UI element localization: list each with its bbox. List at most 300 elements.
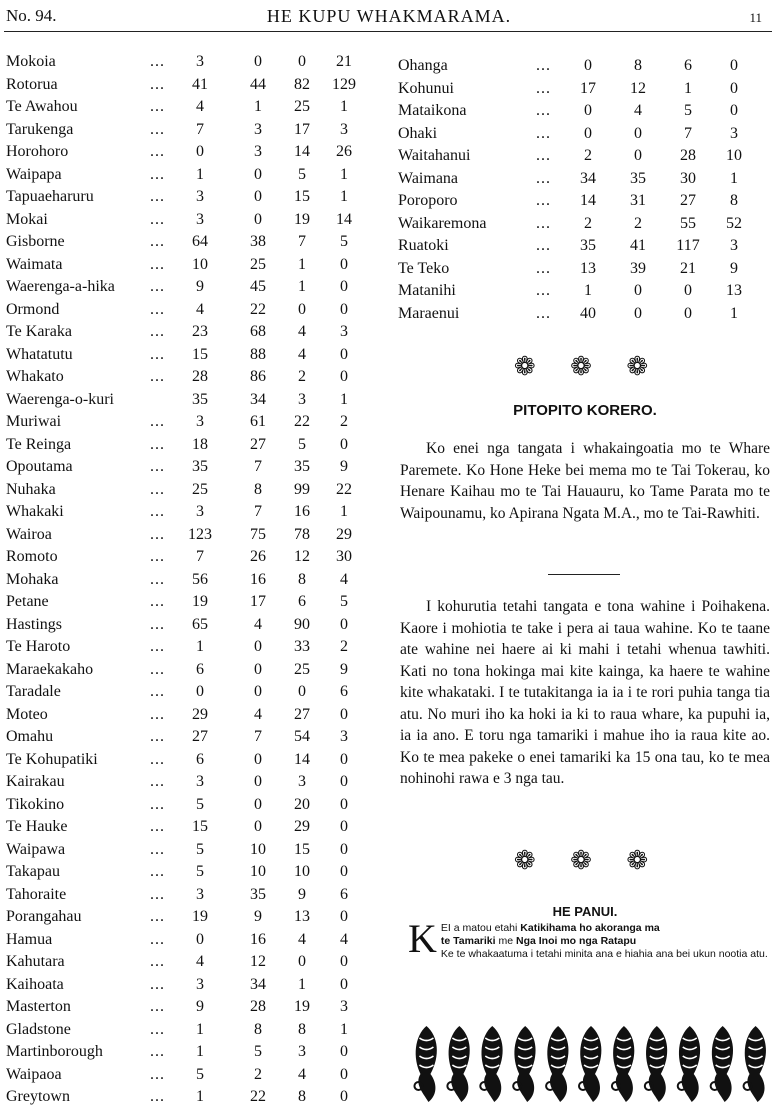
page-header (0, 0, 778, 34)
table-row (0, 636, 380, 658)
value-col-4: 2 (340, 638, 348, 655)
place-name: Muriwai (6, 413, 62, 430)
value-col-4: 52 (726, 214, 742, 232)
value-col-1: 1 (196, 165, 204, 183)
value-col-2: 41 (630, 237, 646, 254)
value-col-4: 0 (340, 705, 348, 723)
value-col-2: 68 (250, 323, 266, 340)
panui-text-3: Ke te whakaatuma i tetahi minita ana e hiahia ana bei ukun nootia atu. (440, 948, 768, 960)
value-col-4: 4 (340, 930, 348, 948)
frieze-motif (513, 1026, 535, 1102)
place-name: Kairakau (6, 773, 65, 790)
place-name: Porangahau (6, 908, 82, 925)
value-col-2: 16 (250, 930, 266, 948)
table-row (0, 501, 380, 523)
leader-dots: ... (150, 705, 165, 723)
table-row (0, 231, 380, 253)
table-row (396, 168, 776, 190)
leader-dots: ... (150, 345, 165, 363)
value-col-1: 0 (196, 930, 204, 948)
value-col-4: 14 (336, 210, 352, 228)
value-col-3: 25 (294, 660, 310, 678)
value-col-2: 8 (254, 1020, 262, 1038)
place-name: Whakato (6, 368, 64, 385)
value-col-4: 9 (730, 259, 738, 277)
leader-dots: ... (150, 255, 165, 273)
leader-dots: ... (536, 259, 551, 277)
value-col-4: 1 (730, 304, 738, 322)
value-col-1: 1 (196, 1043, 204, 1060)
value-col-4: 1 (340, 390, 348, 408)
value-col-3: 10 (294, 863, 310, 880)
place-name: Tahoraite (6, 885, 67, 903)
value-col-1: 5 (196, 863, 204, 880)
value-col-3: 14 (294, 750, 310, 768)
section-rule (548, 574, 620, 575)
value-col-2: 1 (254, 98, 262, 115)
value-col-4: 129 (332, 75, 356, 93)
value-col-4: 0 (340, 818, 348, 835)
value-col-1: 1 (196, 1088, 204, 1105)
value-col-2: 0 (634, 124, 642, 142)
value-col-1: 56 (192, 570, 208, 588)
leader-dots: ... (150, 660, 165, 678)
value-col-2: 3 (254, 120, 262, 138)
value-col-2: 35 (250, 885, 266, 903)
value-col-3: 30 (680, 169, 696, 187)
panui-notice (408, 916, 774, 961)
value-col-4: 9 (340, 660, 348, 678)
table-row (0, 591, 380, 613)
value-col-3: 3 (298, 1043, 306, 1060)
value-col-4: 3 (730, 237, 738, 254)
value-col-4: 0 (340, 1088, 348, 1105)
value-col-1: 35 (192, 390, 208, 408)
pitopito-paragraph-1: Ko enei nga tangata i whakaingoatia mo te Whare Paremete. Ko Hone Heke bei mema mo te Tai Tokerau, ko Henare Kaihau mo te Tai Hauauru, ko Tame Parata mo te Waipounamu, ko Apirana Ngata M.A., mo te Tai-Rawhiti. (400, 440, 770, 522)
value-col-4: 26 (336, 143, 352, 160)
place-name: Omahu (6, 728, 54, 745)
value-col-2: 22 (250, 300, 266, 318)
table-row (0, 389, 380, 411)
value-col-4: 3 (340, 120, 348, 138)
value-col-1: 0 (584, 102, 592, 119)
value-col-2: 0 (254, 683, 262, 700)
leader-dots: ... (150, 458, 165, 475)
table-row (396, 235, 776, 257)
value-col-2: 10 (250, 840, 266, 858)
value-col-1: 3 (196, 53, 204, 70)
table-row (0, 524, 380, 546)
value-col-2: 0 (254, 210, 262, 228)
leader-dots: ... (150, 278, 165, 295)
value-col-1: 19 (192, 908, 208, 925)
leader-dots: ... (150, 863, 165, 880)
frieze-motif (579, 1026, 601, 1102)
value-col-1: 28 (192, 368, 208, 385)
value-col-1: 41 (192, 75, 208, 93)
leader-dots: ... (536, 169, 551, 187)
value-col-4: 1 (730, 169, 738, 187)
value-col-3: 55 (680, 214, 696, 232)
table-row (396, 55, 776, 77)
place-name: Waerenga-a-hika (6, 278, 115, 295)
leader-dots: ... (150, 53, 165, 70)
table-row (0, 119, 380, 141)
place-name: Maraenui (398, 304, 460, 322)
place-name: Petane (6, 593, 49, 610)
table-row (0, 299, 380, 321)
table-row (0, 434, 380, 456)
value-col-4: 8 (730, 192, 738, 209)
table-row (0, 164, 380, 186)
value-col-2: 0 (634, 282, 642, 299)
place-name: Maraekakaho (6, 660, 94, 678)
value-col-1: 0 (196, 683, 204, 700)
value-col-2: 39 (630, 259, 646, 277)
place-name: Mokoia (6, 53, 56, 70)
place-name: Te Awahou (6, 98, 78, 115)
table-row (0, 546, 380, 568)
place-name: Te Reinga (6, 435, 72, 453)
value-col-3: 4 (298, 345, 306, 363)
value-col-2: 7 (254, 503, 262, 520)
header-rule (4, 31, 772, 32)
value-col-2: 2 (254, 1065, 262, 1083)
value-col-1: 64 (192, 233, 208, 250)
value-col-2: 34 (250, 975, 266, 993)
table-row (0, 659, 380, 681)
value-col-2: 0 (254, 165, 262, 183)
value-col-1: 35 (580, 237, 596, 254)
frieze-motif (414, 1026, 436, 1102)
value-col-1: 3 (196, 773, 204, 790)
frieze-motif (546, 1026, 568, 1102)
value-col-2: 16 (250, 570, 266, 588)
table-row (0, 951, 380, 973)
value-col-3: 17 (294, 120, 310, 138)
leader-dots: ... (150, 413, 165, 430)
table-row (0, 861, 380, 883)
leader-dots: ... (150, 975, 165, 993)
value-col-3: 117 (676, 237, 700, 254)
value-col-1: 35 (192, 458, 208, 475)
value-col-1: 3 (196, 885, 204, 903)
value-col-3: 21 (680, 259, 696, 277)
value-col-4: 1 (340, 98, 348, 115)
value-col-1: 3 (196, 975, 204, 993)
leader-dots: ... (150, 795, 165, 813)
frieze-motif (645, 1026, 667, 1102)
value-col-3: 29 (294, 818, 310, 835)
value-col-1: 23 (192, 323, 208, 340)
value-col-1: 0 (584, 57, 592, 74)
value-col-3: 27 (680, 192, 696, 209)
value-col-4: 0 (340, 953, 348, 970)
place-name: Mohaka (6, 570, 59, 588)
value-col-3: 5 (684, 102, 692, 119)
value-col-2: 17 (250, 593, 266, 610)
panui-bold-3: Nga Inoi mo nga Ratapu (515, 935, 637, 947)
place-name: Gladstone (6, 1020, 71, 1038)
table-row (0, 186, 380, 208)
value-col-1: 3 (196, 188, 204, 205)
frieze-motif (447, 1026, 469, 1102)
value-col-4: 0 (340, 840, 348, 858)
value-col-1: 3 (196, 413, 204, 430)
table-row (0, 366, 380, 388)
table-row (396, 190, 776, 212)
value-col-3: 0 (298, 53, 306, 70)
value-col-1: 7 (196, 120, 204, 138)
value-col-4: 2 (340, 413, 348, 430)
value-col-1: 18 (192, 435, 208, 453)
value-col-1: 27 (192, 728, 208, 745)
table-row (0, 681, 380, 703)
leader-dots: ... (150, 930, 165, 948)
leader-dots: ... (150, 368, 165, 385)
issue-number: No. 94. (6, 6, 57, 25)
value-col-3: 3 (298, 773, 306, 790)
value-col-4: 21 (336, 53, 352, 70)
value-col-1: 65 (192, 615, 208, 633)
value-col-2: 0 (634, 304, 642, 322)
value-col-2: 4 (254, 705, 262, 723)
table-row (0, 1064, 380, 1086)
value-col-3: 33 (294, 638, 310, 655)
table-row (0, 321, 380, 343)
table-row (0, 906, 380, 928)
table-row (396, 213, 776, 235)
place-name: Romoto (6, 548, 58, 565)
panui-title: HE PANUI. (552, 904, 618, 919)
value-col-4: 0 (340, 345, 348, 363)
leader-dots: ... (150, 593, 165, 610)
place-name: Hamua (6, 930, 53, 948)
value-col-2: 0 (254, 660, 262, 678)
value-col-1: 9 (196, 278, 204, 295)
place-name: Kohunui (398, 79, 454, 97)
panui-bold-1: Katikihama ho akoranga ma (520, 922, 660, 934)
value-col-3: 7 (684, 124, 692, 142)
place-name: Wairoa (6, 525, 52, 543)
value-col-4: 30 (336, 548, 352, 565)
table-row (0, 141, 380, 163)
place-name: Whakaki (6, 503, 64, 520)
value-col-2: 45 (250, 278, 266, 295)
place-name: Kaihoata (6, 975, 64, 993)
value-col-1: 123 (188, 525, 212, 543)
place-name: Tarukenga (6, 120, 74, 138)
value-col-1: 1 (584, 282, 592, 299)
table-row (0, 569, 380, 591)
value-col-4: 4 (340, 570, 348, 588)
place-name: Ohanga (398, 57, 448, 74)
value-col-3: 13 (294, 908, 310, 925)
place-name: Te Hauke (6, 818, 68, 835)
value-col-4: 0 (340, 300, 348, 318)
table-row (0, 771, 380, 793)
value-col-3: 54 (294, 728, 310, 745)
place-name: Opoutama (6, 458, 73, 475)
value-col-2: 12 (250, 953, 266, 970)
value-col-3: 0 (684, 304, 692, 322)
leader-dots: ... (150, 98, 165, 115)
value-col-2: 12 (630, 79, 646, 97)
value-col-4: 0 (340, 795, 348, 813)
place-name: Takapau (6, 863, 60, 880)
place-name: Tapuaeharuru (6, 188, 94, 205)
value-col-2: 44 (250, 75, 266, 93)
value-col-3: 1 (684, 79, 692, 97)
leader-dots: ... (150, 1043, 165, 1060)
value-col-4: 0 (730, 79, 738, 97)
value-col-1: 4 (196, 953, 204, 970)
value-col-4: 3 (340, 728, 348, 745)
value-col-4: 6 (340, 885, 348, 903)
table-row (0, 884, 380, 906)
value-col-4: 0 (730, 57, 738, 74)
table-row (0, 816, 380, 838)
value-col-2: 61 (250, 413, 266, 430)
value-col-3: 28 (680, 147, 696, 164)
table-row (0, 51, 380, 73)
table-row (0, 276, 380, 298)
value-col-2: 0 (254, 188, 262, 205)
value-col-4: 13 (726, 282, 742, 299)
value-col-4: 0 (340, 435, 348, 453)
place-name: Tikokino (6, 795, 65, 813)
panui-text-2: me (495, 935, 516, 947)
table-row (0, 74, 380, 96)
place-name: Gisborne (6, 233, 65, 250)
place-name: Te Karaka (6, 323, 72, 340)
value-col-3: 8 (298, 1020, 306, 1038)
place-name: Waimana (398, 169, 459, 187)
leader-dots: ... (150, 323, 165, 340)
value-col-2: 2 (634, 214, 642, 232)
decorative-frieze-icon (410, 1022, 772, 1106)
value-col-2: 0 (634, 147, 642, 164)
value-col-1: 10 (192, 255, 208, 273)
leader-dots: ... (150, 210, 165, 228)
value-col-3: 20 (294, 795, 310, 813)
value-col-2: 0 (254, 773, 262, 790)
value-col-3: 99 (294, 480, 310, 498)
place-name: Masterton (6, 998, 71, 1015)
value-col-3: 35 (294, 458, 310, 475)
place-name: Mokai (6, 210, 48, 228)
place-name: Hastings (6, 615, 62, 633)
table-row (0, 411, 380, 433)
value-col-1: 29 (192, 705, 208, 723)
place-name: Rotorua (6, 75, 58, 93)
leader-dots: ... (536, 192, 551, 209)
place-name: Te Haroto (6, 638, 71, 655)
table-row (0, 704, 380, 726)
value-col-4: 0 (340, 975, 348, 993)
value-col-2: 4 (634, 102, 642, 119)
table-row (0, 726, 380, 748)
value-col-1: 2 (584, 147, 592, 164)
value-col-2: 38 (250, 233, 266, 250)
value-col-2: 26 (250, 548, 266, 565)
value-col-2: 4 (254, 615, 262, 633)
value-col-1: 3 (196, 210, 204, 228)
value-col-3: 15 (294, 840, 310, 858)
place-name: Poroporo (398, 192, 458, 209)
place-name: Waipapa (6, 165, 62, 183)
place-name: Kahutara (6, 953, 65, 970)
leader-dots: ... (150, 188, 165, 205)
place-name: Waikaremona (398, 214, 487, 232)
table-row (0, 344, 380, 366)
value-col-2: 3 (254, 143, 262, 160)
value-col-4: 0 (340, 863, 348, 880)
value-col-3: 5 (298, 165, 306, 183)
value-col-3: 0 (298, 683, 306, 700)
table-row (0, 614, 380, 636)
table-row (0, 794, 380, 816)
table-row (0, 254, 380, 276)
value-col-4: 0 (730, 102, 738, 119)
value-col-3: 19 (294, 210, 310, 228)
value-col-2: 7 (254, 728, 262, 745)
value-col-3: 14 (294, 143, 310, 160)
value-col-1: 1 (196, 1020, 204, 1038)
value-col-1: 19 (192, 593, 208, 610)
value-col-1: 40 (580, 304, 596, 322)
value-col-3: 78 (294, 525, 310, 543)
value-col-3: 4 (298, 1065, 306, 1083)
value-col-4: 0 (340, 615, 348, 633)
place-name: Waimata (6, 255, 63, 273)
value-col-4: 1 (340, 165, 348, 183)
leader-dots: ... (150, 570, 165, 588)
value-col-2: 0 (254, 818, 262, 835)
value-col-4: 0 (340, 773, 348, 790)
value-col-1: 14 (580, 192, 596, 209)
value-col-1: 34 (580, 169, 596, 187)
place-name: Martinborough (6, 1043, 103, 1060)
leader-dots: ... (150, 143, 165, 160)
leader-dots: ... (150, 953, 165, 970)
value-col-2: 28 (250, 998, 266, 1015)
value-col-1: 17 (580, 79, 596, 97)
value-col-1: 5 (196, 1065, 204, 1083)
value-col-2: 8 (634, 57, 642, 74)
leader-dots: ... (536, 79, 551, 97)
value-col-2: 25 (250, 255, 266, 273)
frieze-motif (711, 1026, 733, 1102)
value-col-3: 4 (298, 323, 306, 340)
value-col-2: 9 (254, 908, 262, 925)
value-col-3: 25 (294, 98, 310, 115)
value-col-1: 3 (196, 503, 204, 520)
value-col-2: 86 (250, 368, 266, 385)
value-col-2: 27 (250, 435, 266, 453)
place-name: Greytown (6, 1088, 70, 1105)
place-name: Waipawa (6, 840, 66, 858)
value-col-3: 1 (298, 278, 306, 295)
table-row (0, 456, 380, 478)
value-col-3: 8 (298, 1088, 306, 1105)
place-name: Ormond (6, 300, 60, 318)
value-col-1: 9 (196, 998, 204, 1015)
table-row (0, 1086, 380, 1108)
value-col-3: 3 (298, 390, 306, 408)
leader-dots: ... (150, 750, 165, 768)
value-col-4: 10 (726, 147, 742, 164)
